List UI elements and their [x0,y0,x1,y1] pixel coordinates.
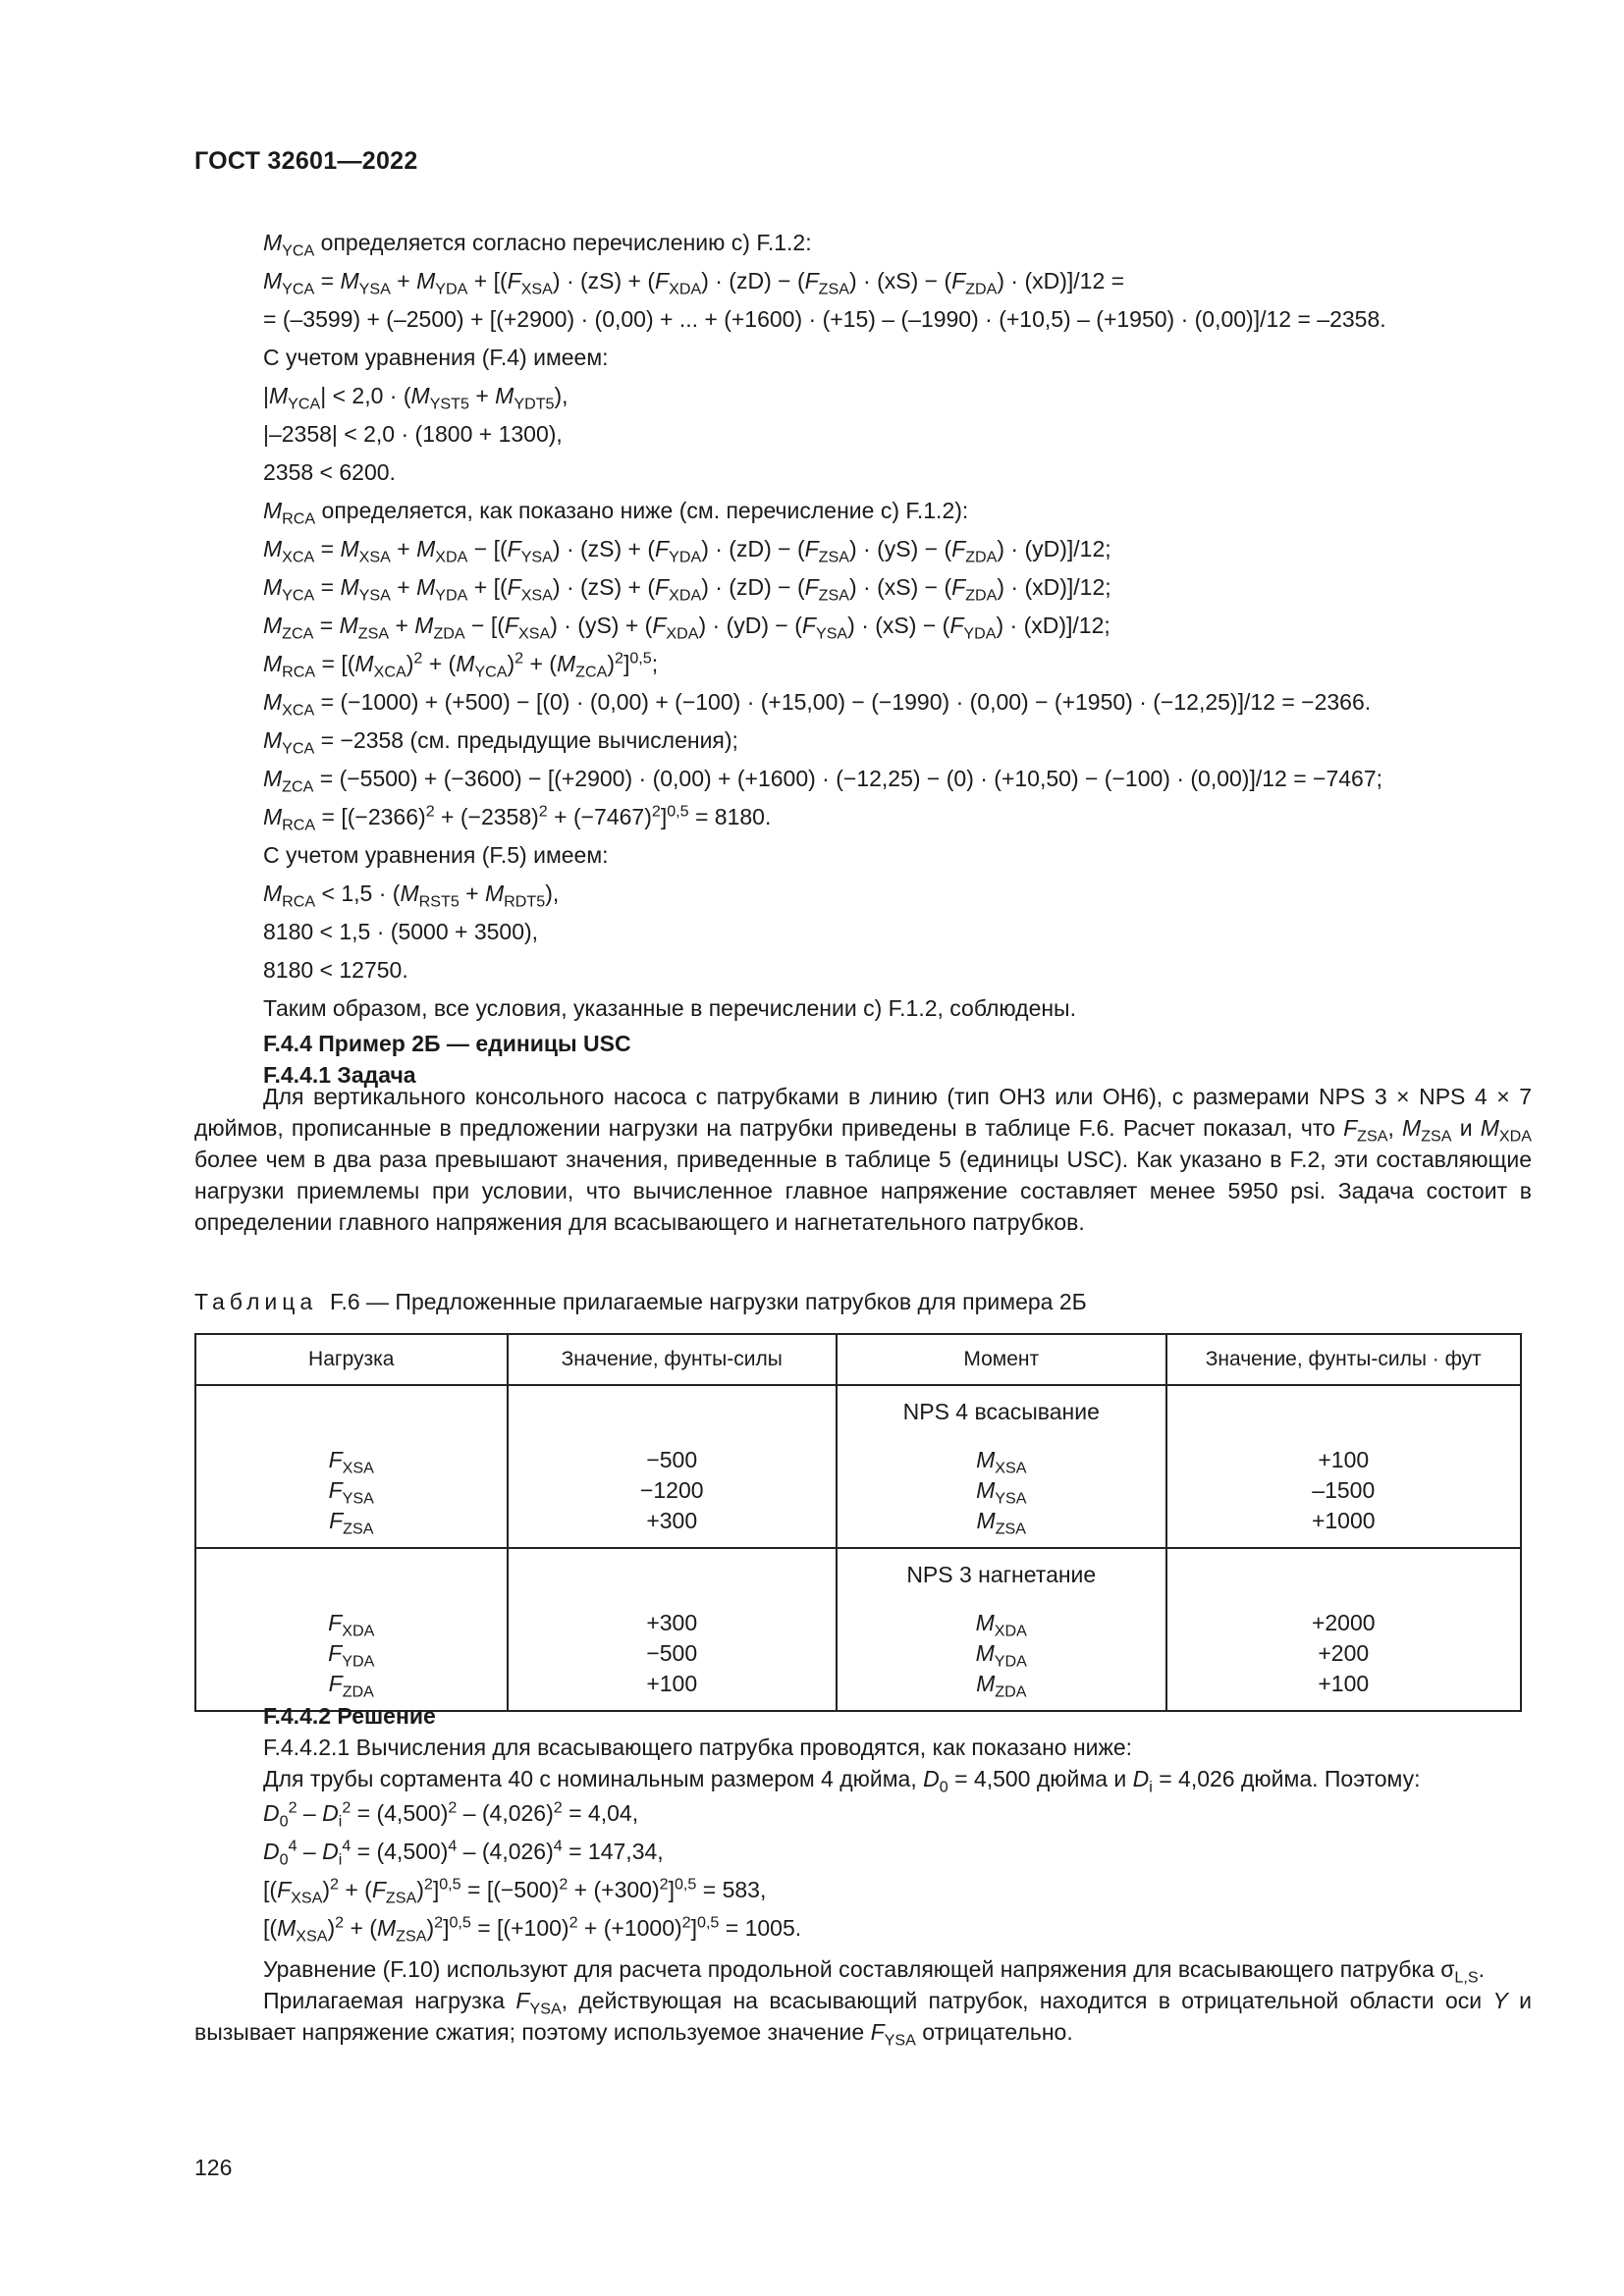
table-row [195,1548,1521,1595]
load-symbol: $F_{ZSA}$ [329,1508,374,1538]
table-caption [194,1289,1087,1315]
formula-line: $M_{YCA}$ определяется согласно перечислению с) F.1.2: [263,230,812,260]
table-caption-word: Таблица [194,1289,318,1314]
calculation-block [263,224,1532,1091]
equation-paragraph: Уравнение (F.10) используют для расчета продольной составляющей напряжения для всасывающего патрубка $\sigma_{L,S}$. [263,1956,1485,1987]
formula-line: 8180 < 1,5 · (5000 + 3500), [263,919,539,944]
formula-line: $M_{RCA} = [(-2366)^2 + (-2358)^2 + (-7467)^2]^{0,5} = 8180$. [263,802,772,834]
page-number: 126 [194,2155,233,2180]
load-value: −1200 [639,1477,704,1503]
moment-symbol: $M_{XSA}$ [976,1447,1027,1477]
solution-line: $D_0^2 - D_i^2 = (4,500)^2 - (4,026)^2 = 4,04$, [263,1798,639,1831]
table-row [195,1385,1521,1432]
loads-table [194,1333,1522,1712]
table-row [195,1432,1521,1548]
formula-line: $M_{ZCA} = M_{ZSA} + M_{ZDA} - [(F_{XSA}) \cdot (yS) + (F_{XDA}) \cdot (yD) - (F_{YSA}) \cdot (xS) - (F_{YDA}) \cdot (xD)]/12$; [263,613,1110,643]
formula-line: $M_{YCA} = -2358$ (см. предыдущие вычисления); [263,727,738,758]
section-heading-f441: F.4.4.1 Задача [263,1062,416,1088]
formula-line: $M_{RCA} < 1,5 \cdot (M_{RST5} + M_{RDT5})$, [263,881,560,911]
moment-value: +1000 [1311,1508,1376,1533]
load-symbol: $F_{XDA}$ [328,1610,375,1640]
formula-line: 2358 < 6200. [263,459,396,485]
formula-line: $M_{YCA} = M_{YSA} + M_{YDA} + [(F_{XSA}) \cdot (zS) + (F_{XDA}) \cdot (zD) - (F_{ZSA}) \cdot (xS) - (F_{ZDA}) \cdot (xD)]/12$ = [263,268,1125,298]
solution-block [263,1700,1532,1948]
formula-line: $M_{RCA}$ определяется, как показано ниже (см. перечисление с) F.1.2): [263,498,969,528]
load-symbol: $F_{YDA}$ [328,1640,375,1671]
solution-line: F.4.4.2.1 Вычисления для всасывающего патрубка проводятся, как показано ниже: [263,1735,1133,1760]
load-value: −500 [646,1447,698,1472]
formula-line: $M_{XCA} = (-1000) + (+500) - [(0) \cdot (0,00) + (-100) \cdot (+15,00) - (-1990) \cdot (0,00) - (+1950) \cdot (-12,25)]/12 = -2366$. [263,689,1372,720]
task-paragraph: Для вертикального консольного насоса с патрубками в линию (тип OH3 или OH6), с размерами NPS 3 × NPS 4 × 7 дюймов, прописанные в предложении нагрузки на патрубки приведены в таблице F.6. Расчет показал, что $F_{ZSA}$, $M_{ZSA}$ и $M_{XDA}$ более чем в два раза превышают значения, приведенные в таблице 5 (единицы USC). Как указано в F.2, эти составляющие нагрузки приемлемы при условии, что вычисленное главное напряжение составляет менее 5950 psi. Задача состоит в определении главного напряжения для всасывающего и нагнетательного патрубков. [194,1084,1532,1235]
table-section-label: NPS 3 нагнетание [837,1548,1166,1595]
moment-symbol: $M_{YSA}$ [976,1477,1027,1508]
moment-symbol: $M_{ZSA}$ [976,1508,1026,1538]
formula-line: $M_{YCA} = M_{YSA} + M_{YDA} + [(F_{XSA}) \cdot (zS) + (F_{XDA}) \cdot (zD) - (F_{ZSA}) \cdot (xS) - (F_{ZDA}) \cdot (xD)]/12$; [263,574,1111,605]
load-symbol: $F_{ZDA}$ [328,1671,374,1701]
formula-line: С учетом уравнения (F.5) имеем: [263,842,609,868]
formula-line: = (–3599) + (–2500) + [(+2900) · (0,00) + ... + (+1600) · (+15) – (–1990) · (+10,5) – (+1950) · (0,00)]/12 = –2358. [263,306,1386,332]
table-row [195,1595,1521,1711]
moment-value: –1500 [1312,1477,1376,1503]
table-caption-text: F.6 — Предложенные прилагаемые нагрузки патрубков для примера 2Б [329,1289,1087,1314]
document-header: ГОСТ 32601—2022 [194,147,418,175]
table-header-cell: Значение, фунты-силы [508,1334,837,1385]
formula-line: |–2358| < 2,0 · (1800 + 1300), [263,421,563,447]
moment-symbol: $M_{YDA}$ [975,1640,1027,1671]
load-value: +100 [646,1671,698,1696]
formula-line: 8180 < 12750. [263,957,408,983]
solution-line: Для трубы сортамента 40 с номинальным размером 4 дюйма, $D_0 = 4,500$ дюйма и $D_i = 4,026$ дюйма. Поэтому: [263,1766,1421,1796]
solution-line: $[(M_{XSA})^2 + (M_{ZSA})^2]^{0,5} = [(+100)^2 + (+1000)^2]^{0,5} = 1005$. [263,1913,802,1946]
table-header-cell: Нагрузка [195,1334,508,1385]
moment-symbol: $M_{XDA}$ [975,1610,1027,1640]
formula-line: С учетом уравнения (F.4) имеем: [263,345,609,370]
formula-line: Таким образом, все условия, указанные в перечислении с) F.1.2, соблюдены. [263,995,1076,1021]
formula-line: $M_{ZCA} = (-5500) + (-3600) - [(+2900) \cdot (0,00) + (+1600) \cdot (-12,25) - (0) \cdot (+10,50) - (-100) \cdot (0,00)]/12 = -7467$; [263,766,1383,796]
section-heading-f44: F.4.4 Пример 2Б — единицы USC [263,1031,631,1056]
formula-line: $M_{XCA} = M_{XSA} + M_{XDA} - [(F_{YSA}) \cdot (zS) + (F_{YDA}) \cdot (zD) - (F_{ZSA}) \cdot (yS) - (F_{ZDA}) \cdot (yD)]/12$; [263,536,1111,566]
moment-value: +200 [1318,1640,1370,1666]
equation-paragraph-block [194,1953,1532,2048]
moment-value: +100 [1318,1671,1370,1696]
table-header-cell: Момент [837,1334,1166,1385]
moment-value: +2000 [1311,1610,1376,1635]
load-value: +300 [646,1610,698,1635]
load-value: −500 [646,1640,698,1666]
solution-line: $D_0^4 - D_i^4 = (4,500)^4 - (4,026)^4 = 147,34$, [263,1837,664,1869]
formula-line: $|M_{YCA}| < 2,0 \cdot (M_{YST5} + M_{YDT5})$, [263,383,568,413]
section-heading-f442: F.4.4.2 Решение [263,1703,436,1729]
load-paragraph: Прилагаемая нагрузка $F_{YSA}$, действующая на всасывающий патрубок, находится в отрицательной области оси Y и вызывает напряжение сжатия; поэтому используемое значение $F_{YSA}$ отрицательно. [194,1988,1532,2050]
moment-symbol: $M_{ZDA}$ [976,1671,1027,1701]
table-header-cell: Значение, фунты-силы · фут [1166,1334,1521,1385]
moment-value: +100 [1318,1447,1370,1472]
load-symbol: $F_{YSA}$ [328,1477,374,1508]
formula-line: $M_{RCA} = [(M_{XCA})^2 + (M_{YCA})^2 + (M_{ZCA})^2]^{0,5}$; [263,649,659,681]
task-paragraph-block [194,1081,1532,1238]
load-symbol: $F_{XSA}$ [328,1447,374,1477]
load-value: +300 [646,1508,698,1533]
table-section-label: NPS 4 всасывание [837,1385,1166,1432]
solution-line: $[(F_{XSA})^2 + (F_{ZSA})^2]^{0,5} = [(-500)^2 + (+300)^2]^{0,5} = 583$, [263,1875,767,1907]
